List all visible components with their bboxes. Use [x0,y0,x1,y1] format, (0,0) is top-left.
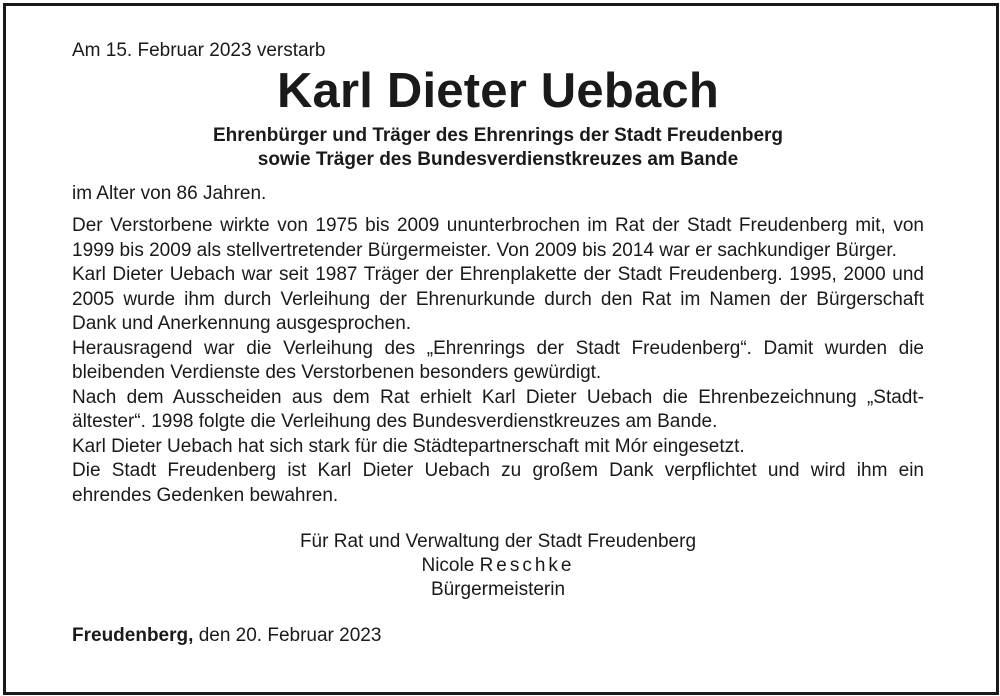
honors-block [72,124,924,172]
intro-line: Am 15. Februar 2023 verstarb [72,40,326,61]
honors-line-2: sowie Träger des Bundesverdienstkreuzes am Bande [257,149,739,170]
signatory-last-name: Reschke [479,555,575,576]
body-text [72,214,924,508]
paragraph: Nach dem Ausscheiden aus dem Rat erhielt Karl Dieter Uebach die Ehrenbezeichnung „Stadtältester“. 1998 folgte die Verleihung des Bundesverdienstkreuzes am Bande. [72,386,924,432]
place-date-line [72,624,924,648]
signature-block [72,530,924,602]
paragraph: Der Verstorbene wirkte von 1975 bis 2009 ununterbrochen im Rat der Stadt Freudenberg mit, von 1999 bis 2009 als stellvertretender Bürgermeister. Von 2009 bis 2014 war er sachkundiger Bürger. [72,215,924,261]
obituary-notice [72,40,924,648]
paragraph: Karl Dieter Uebach hat sich stark für die Städtepartnerschaft mit Mór eingesetzt. [72,435,745,457]
paragraph: Herausragend war die Verleihung des „Ehrenrings der Stadt Freudenberg“. Damit wurden die bleibenden Verdienste des Verstorbenen besonders gewürdigt. [72,337,924,383]
honors-line-1: Ehrenbürger und Träger des Ehrenrings der Stadt Freudenberg [212,125,784,146]
date: den 20. Februar 2023 [198,625,382,646]
signatory-title: Bürgermeisterin [430,579,566,600]
paragraph: Karl Dieter Uebach war seit 1987 Träger der Ehrenplakette der Stadt Freudenberg. 1995, 2000 und 2005 wurde ihm durch Verleihung der Ehrenurkunde durch den Rat im Namen der Bürgerschaft Dank und Anerkennung ausgesprochen. [72,264,924,334]
deceased-name: Karl Dieter Uebach [276,64,720,118]
place: Freudenberg, [72,625,194,646]
age-line: im Alter von 86 Jahren. [72,183,267,204]
signature-organization: Für Rat und Verwaltung der Stadt Freudenberg [299,531,697,552]
signatory-first-name: Nicole [421,555,475,576]
signatory-name [72,554,924,578]
paragraph: Die Stadt Freudenberg ist Karl Dieter Uebach zu großem Dank verpflichtet und wird ihm ein ehrendes Gedenken bewahren. [72,460,924,506]
